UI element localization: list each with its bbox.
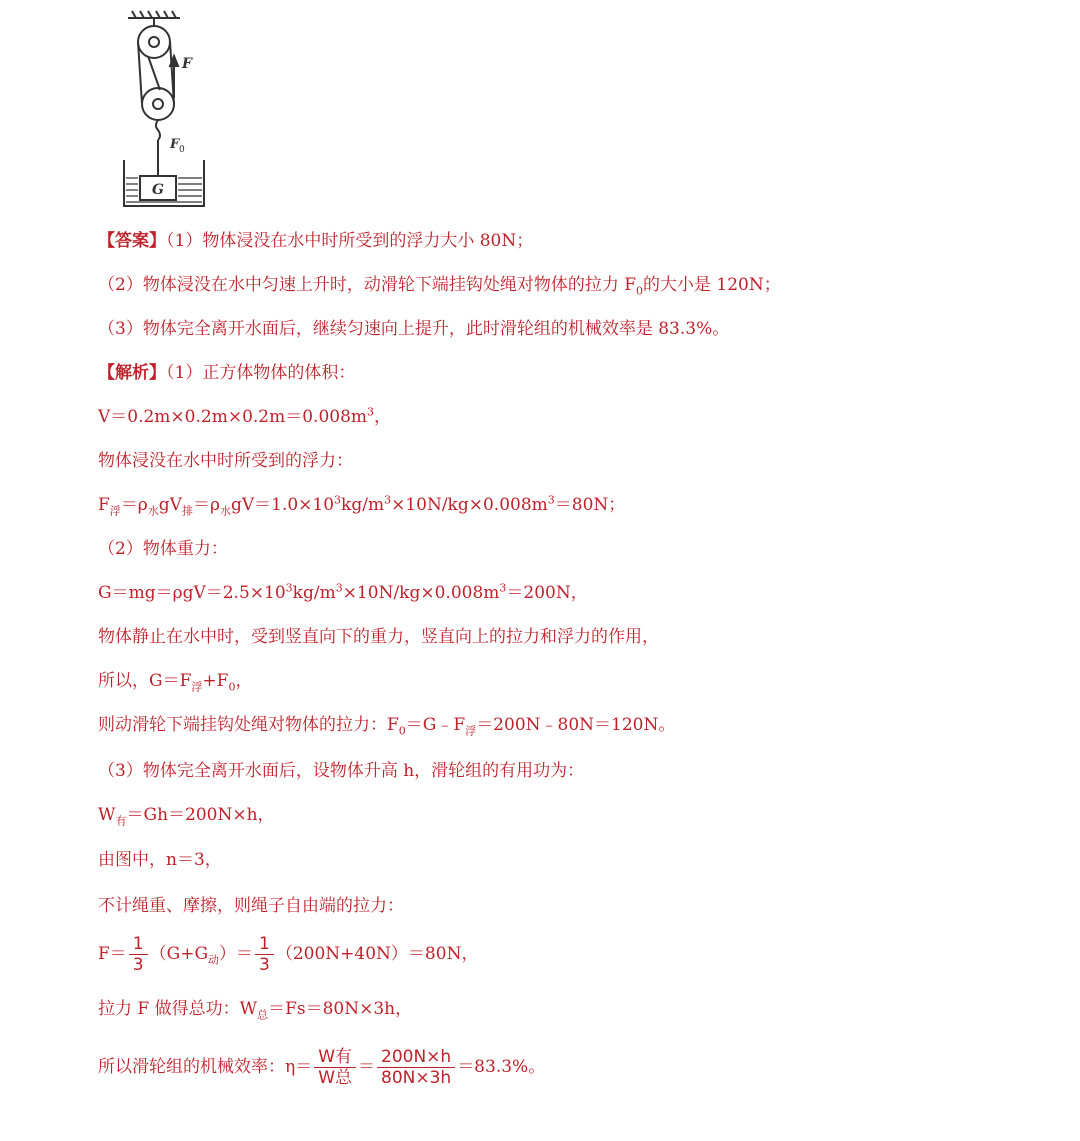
frac-den: 3 <box>132 955 144 975</box>
eff-f1-num: W有 <box>314 1047 356 1068</box>
buoyancy-label: 物体浸没在水中时所受到的浮力： <box>98 451 353 471</box>
fraction-work-ratio <box>314 1047 356 1088</box>
frac2-den: 3 <box>259 955 270 975</box>
eff-f1-den: W总 <box>318 1068 352 1088</box>
pulley-system-figure <box>118 8 218 213</box>
eff-p1: 所以滑轮组的机械效率：η＝ <box>98 1057 313 1077</box>
analysis-line-1 <box>98 362 1080 384</box>
useful-work-equation <box>98 804 1080 826</box>
ignore-text <box>98 895 1080 917</box>
volume-eq-sup: 3 <box>367 405 375 419</box>
n-value: 由图中，n＝3， <box>98 850 222 870</box>
volume-equation <box>98 406 1080 428</box>
frac-num: 1 <box>129 934 148 955</box>
answer-2-tail: 的大小是 120N； <box>643 275 781 295</box>
buoy-p3: gV <box>158 495 182 515</box>
grav-p3: ×10N/kg×0.008m <box>342 583 500 603</box>
total-work-equation <box>98 998 1080 1020</box>
grav-e1: 3 <box>285 581 293 595</box>
label-F0-sub: 0 <box>179 145 185 155</box>
answer-3: （3）物体完全离开水面后，继续匀速向上提升，此时滑轮组的机械效率是 83.3%。 <box>98 319 730 339</box>
frac2-num: 1 <box>255 934 274 955</box>
buoy-p7: ×10N/kg×0.008m <box>391 495 548 515</box>
eff-f2-den: 80N×3h <box>381 1068 452 1088</box>
wu-s1: 有 <box>115 814 127 828</box>
answer-2-sub: 0 <box>636 284 644 298</box>
answer-tag: 【答案】 <box>98 231 166 251</box>
ignore-friction: 不计绳重、摩擦，则绳子自由端的拉力： <box>98 896 404 916</box>
eff-f2-num: 200N×h <box>377 1047 455 1068</box>
grav-p2: kg/m <box>292 583 336 603</box>
so-equation <box>98 670 1080 692</box>
so-s1: 浮 <box>191 680 203 694</box>
efficiency-equation <box>98 1044 1080 1090</box>
grav-e2: 3 <box>335 581 343 595</box>
feq-p4: （200N+40N）＝80N， <box>275 944 479 964</box>
analysis-line-3 <box>98 760 1080 782</box>
volume-eq-a: V＝0.2m×0.2m×0.2m＝0.008m <box>98 407 368 427</box>
feq-p2: （G+G <box>149 944 209 964</box>
fraction-values <box>377 1047 455 1088</box>
fraction-one-third-2 <box>255 934 274 975</box>
pull-equation <box>98 714 1080 736</box>
buoy-p5: gV＝1.0×10 <box>230 495 335 515</box>
gravity-equation <box>98 582 1080 604</box>
so-p2: +F <box>202 671 229 691</box>
tw-s1: 总 <box>257 1008 269 1022</box>
eff-eq: ＝ <box>358 1057 375 1077</box>
buoy-p1: F <box>98 495 110 515</box>
pull-p1: 则动滑轮下端挂钩处绳对物体的拉力：F <box>98 715 399 735</box>
buoy-p4: ＝ρ <box>192 495 220 515</box>
grav-e3: 3 <box>499 581 507 595</box>
buoy-p6: kg/m <box>341 495 385 515</box>
buoyancy-equation <box>98 494 1080 516</box>
buoy-s2: 水 <box>147 504 159 518</box>
volume-eq-b: ， <box>374 407 392 427</box>
grav-p1: G＝mg＝ρgV＝2.5×10 <box>98 583 286 603</box>
answer-line-3 <box>98 318 1080 340</box>
wu-p1: W <box>98 805 116 825</box>
force-text <box>98 626 1080 648</box>
free-end-force-equation <box>98 932 1080 976</box>
buoy-e3: 3 <box>547 493 555 507</box>
label-F0: F <box>170 137 180 152</box>
grav-p4: ＝200N， <box>506 583 588 603</box>
buoy-e2: 3 <box>384 493 392 507</box>
buoy-p8: ＝80N； <box>554 495 626 515</box>
tw-p2: ＝Fs＝80N×3h， <box>268 999 413 1019</box>
answer-2-text: （2）物体浸没在水中匀速上升时，动滑轮下端挂钩处绳对物体的拉力 F <box>98 275 637 295</box>
label-F: F <box>182 56 192 72</box>
eff-p2: ＝83.3%。 <box>457 1057 546 1077</box>
n-text <box>98 849 1080 871</box>
buoyancy-text <box>98 450 1080 472</box>
buoy-s3: 排 <box>181 504 193 518</box>
fraction-one-third <box>129 934 148 975</box>
force-description: 物体静止在水中时，受到竖直向下的重力，竖直向上的拉力和浮力的作用， <box>98 627 659 647</box>
analysis-step-3: （3）物体完全离开水面后，设物体升高 h，滑轮组的有用功为： <box>98 761 585 781</box>
analysis-line-2 <box>98 538 1080 560</box>
analysis-tag: 【解析】 <box>98 363 166 383</box>
so-s2: 0 <box>228 680 236 694</box>
pull-s1: 0 <box>398 724 406 738</box>
pull-p3: ＝200N﹣80N＝120N。 <box>476 715 676 735</box>
analysis-step-2: （2）物体重力： <box>98 539 228 559</box>
buoy-s4: 水 <box>219 504 231 518</box>
feq-p1: F＝ <box>98 944 127 964</box>
label-G: G <box>152 182 164 198</box>
feq-s1: 动 <box>208 953 220 967</box>
buoy-s1: 浮 <box>109 504 121 518</box>
pull-p2: ＝G﹣F <box>405 715 466 735</box>
pull-s2: 浮 <box>465 724 477 738</box>
so-p1: 所以，G＝F <box>98 671 192 691</box>
so-p3: ， <box>235 671 253 691</box>
answer-1: （1）物体浸没在水中时所受到的浮力大小 80N； <box>166 231 534 251</box>
buoy-e1: 3 <box>334 493 342 507</box>
feq-p3: ）＝ <box>219 944 254 964</box>
answer-line-1 <box>98 230 1080 252</box>
analysis-step-1: （1）正方体物体的体积： <box>166 363 356 383</box>
movable-pulley <box>142 88 174 120</box>
wu-p2: ＝Gh＝200N×h， <box>126 805 275 825</box>
buoy-p2: ＝ρ <box>120 495 148 515</box>
answer-line-2 <box>98 274 1080 296</box>
tw-p1: 拉力 F 做得总功：W <box>98 999 258 1019</box>
pulley-diagram <box>118 8 218 213</box>
fixed-pulley <box>138 26 170 58</box>
